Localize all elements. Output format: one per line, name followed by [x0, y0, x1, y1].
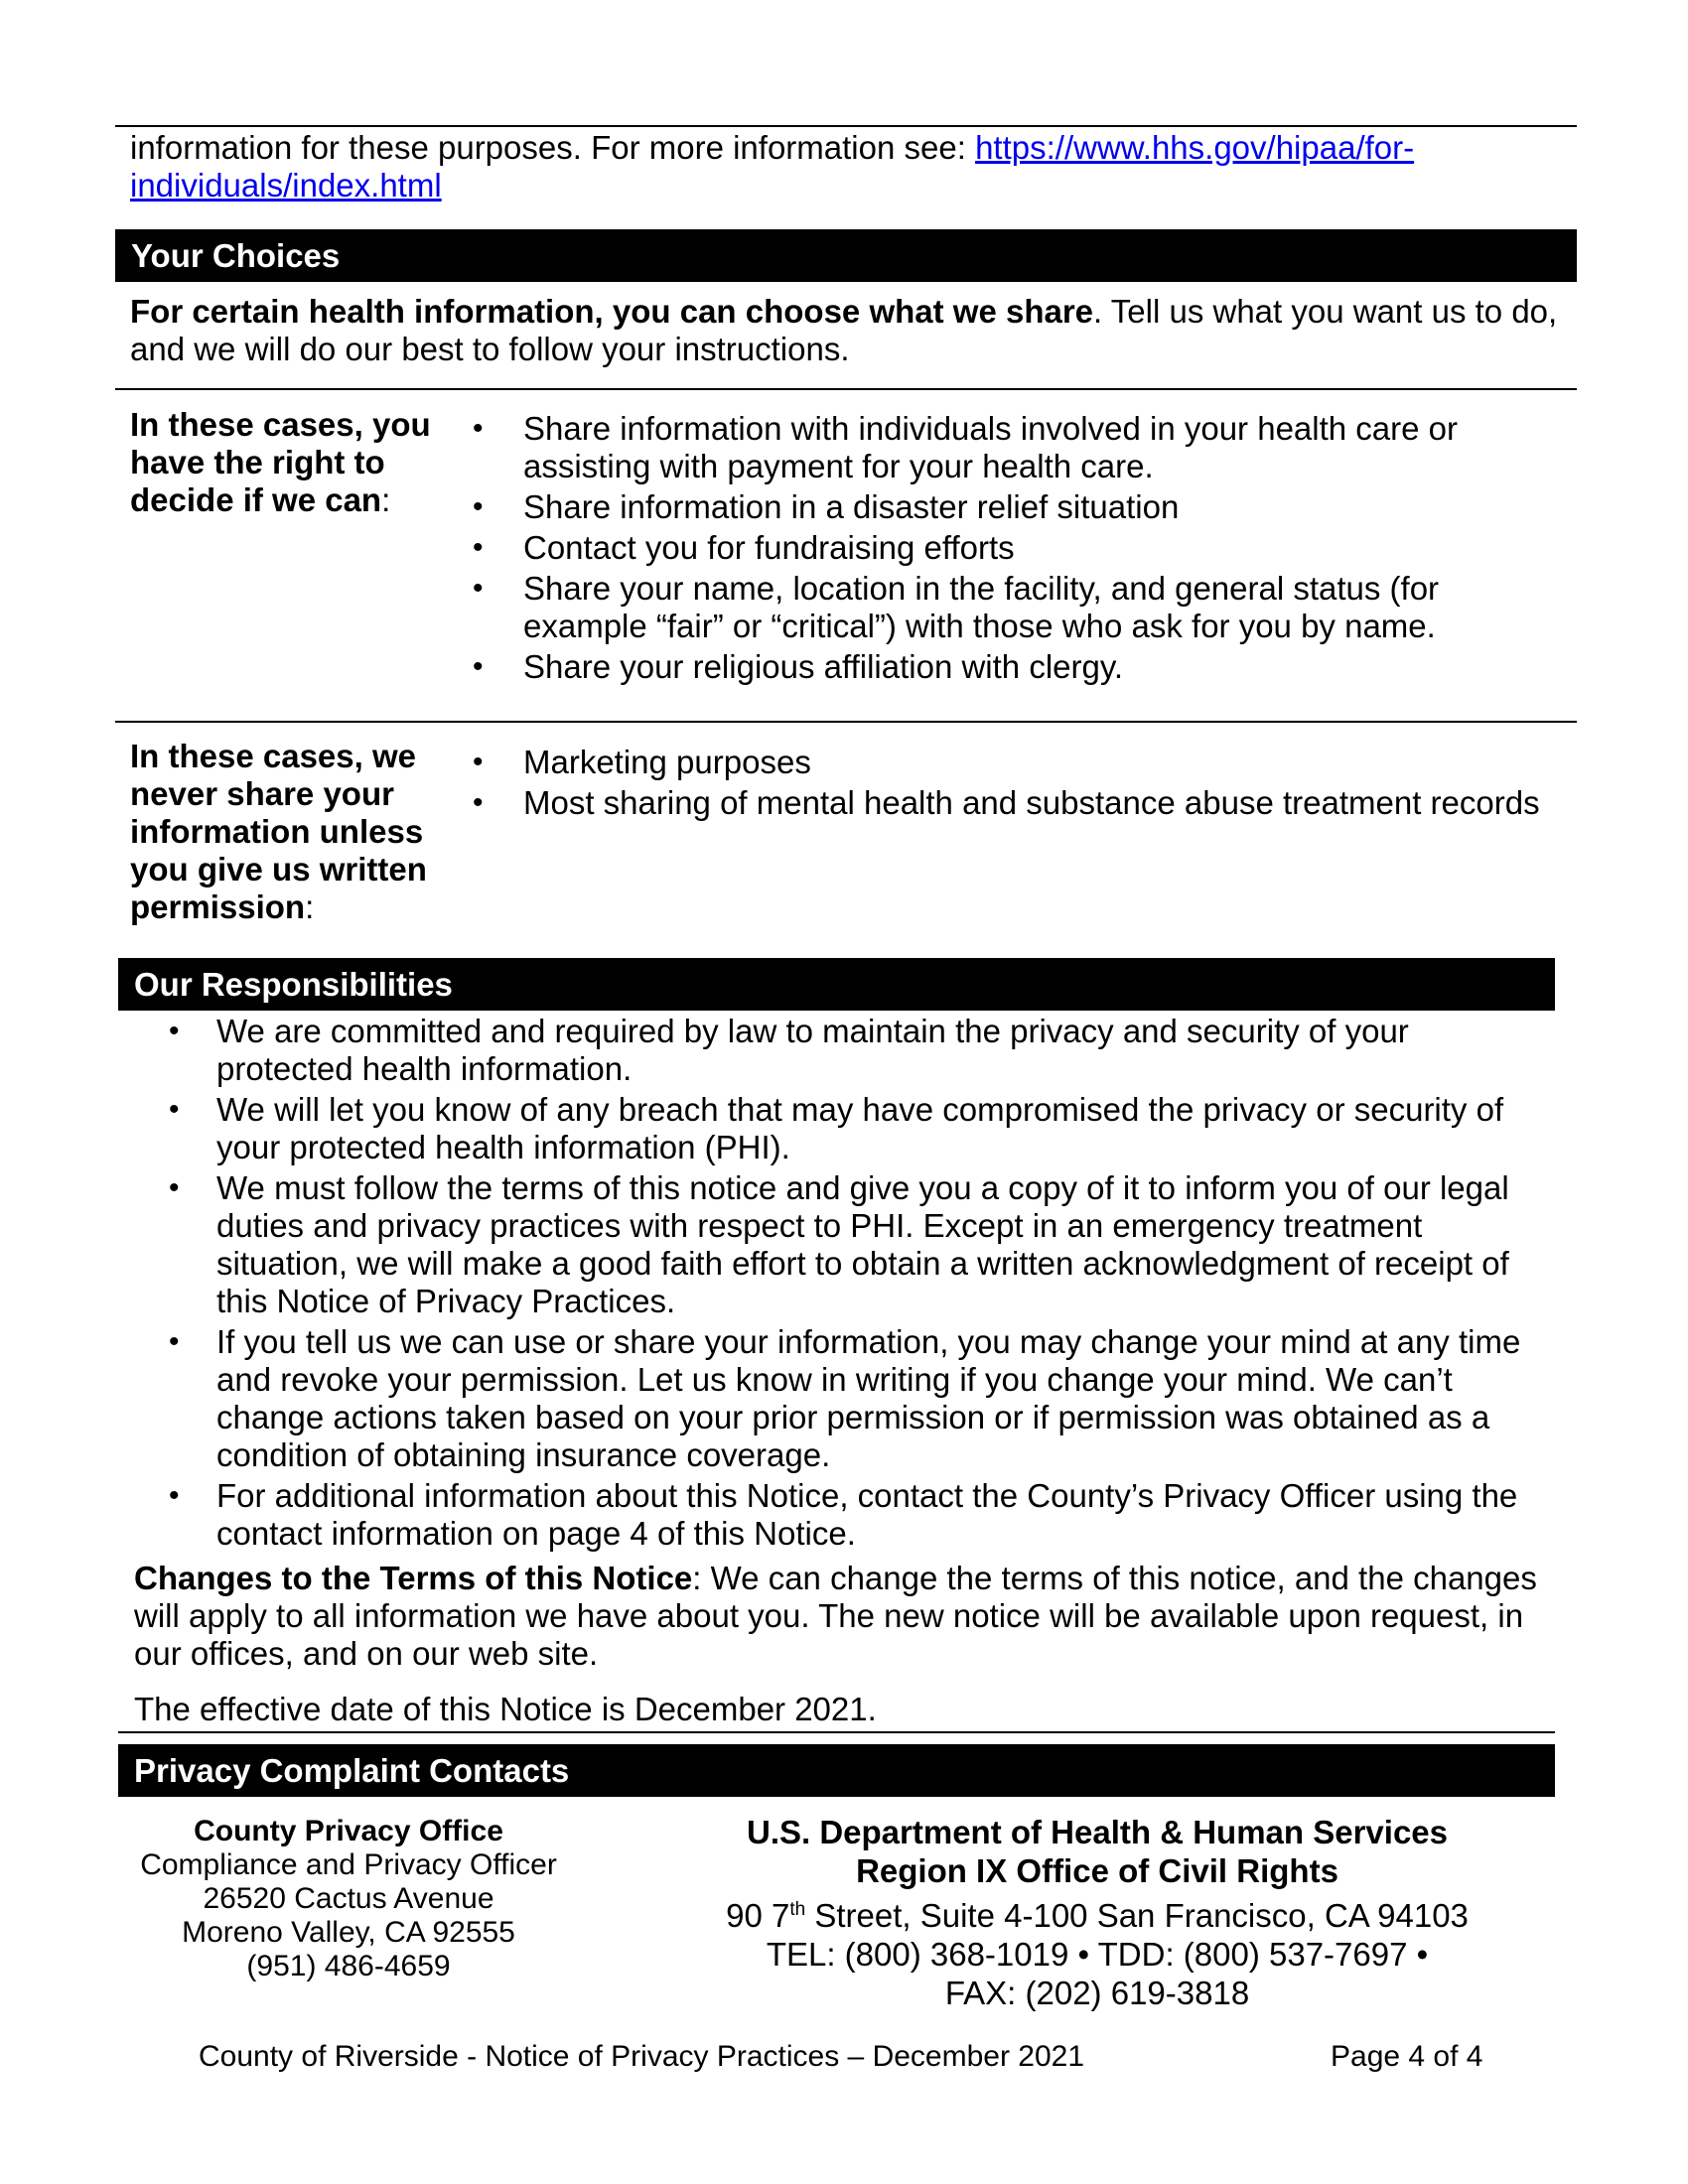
- choices-divider: [115, 388, 1577, 390]
- county-street: 26520 Cactus Avenue: [203, 1882, 494, 1915]
- case1-list-item: • Share your name, location in the facility, and general status (for example “fair” or “critical”) with those who ask for you by name.: [473, 570, 1565, 645]
- case1-list-item: • Share your religious affiliation with clergy.: [473, 648, 1565, 686]
- hhs-street: [685, 1890, 1509, 1935]
- case2-list: [473, 744, 1565, 825]
- choices-lead-paragraph: [130, 293, 1560, 368]
- intro-text: information for these purposes. For more information see:: [130, 129, 976, 166]
- responsibility-list-item: • If you tell us we can use or share your information, you may change your mind at any time and revoke your permission. Let us know in writing if you change your mind. We can’t change actions taken based on your prior permission or if permission was obtained as a condition of obtaining insurance coverage.: [169, 1323, 1549, 1474]
- case1-label: [130, 406, 458, 519]
- choices-lead-bold: For certain health information, you can choose what we share: [130, 293, 1094, 330]
- case2-label: [130, 738, 458, 926]
- hhs-street-num: 90 7: [726, 1897, 790, 1934]
- case2-list-item: • Most sharing of mental health and substance abuse treatment records: [473, 784, 1565, 822]
- county-privacy-office-block: [120, 1815, 577, 1983]
- responsibility-list-item: • We must follow the terms of this notice and give you a copy of it to inform you of our legal duties and privacy practices with respect to PHI. Except in an emergency treatment situation, we will make a good faith effort to obtain a written acknowledgment of receipt of this Notice of Privacy Practices.: [169, 1169, 1549, 1320]
- footer-page-number: Page 4 of 4: [1331, 2040, 1483, 2073]
- effective-date: The effective date of this Notice is December 2021.: [134, 1691, 877, 1727]
- case1-label-colon: :: [381, 481, 391, 518]
- case2-label-colon: :: [305, 888, 315, 925]
- footer-left: County of Riverside - Notice of Privacy Practices – December 2021: [199, 2040, 1085, 2073]
- choices-lead-rest: . Tell us what you want us to do, and we will do our best to follow your instructions.: [130, 293, 1558, 367]
- case1-list-item: • Contact you for fundraising efforts: [473, 529, 1565, 567]
- case1-list: [473, 410, 1565, 689]
- case1-list-item: • Share information in a disaster relief situation: [473, 488, 1565, 526]
- hhs-street-sup: th: [789, 1899, 806, 1920]
- hhs-ocr-block: [685, 1813, 1509, 2012]
- hhs-street-rest: Street, Suite 4-100 San Francisco, CA 94103: [805, 1897, 1469, 1934]
- county-officer-title: Compliance and Privacy Officer: [140, 1848, 557, 1881]
- intro-paragraph: [130, 129, 1560, 205]
- top-rule: [115, 125, 1577, 127]
- case1-label-text: In these cases, you have the right to decide if we can: [130, 406, 431, 518]
- contacts-top-rule: [118, 1731, 1555, 1733]
- county-phone: (951) 486-4659: [246, 1950, 451, 1982]
- case2-list-item: • Marketing purposes: [473, 744, 1565, 781]
- changes-paragraph: [134, 1560, 1564, 1673]
- hhs-office: Region IX Office of Civil Rights: [856, 1852, 1338, 1889]
- county-office-name: County Privacy Office: [194, 1815, 503, 1847]
- hhs-name: U.S. Department of Health & Human Services: [746, 1814, 1449, 1850]
- changes-rest: : We can change the terms of this notice, and the changes will apply to all information we have about you. The new notice will be available upon request, in our offices, and on our web site.: [134, 1560, 1537, 1672]
- case1-list-item: • Share information with individuals involved in your health care or assisting with payment for your health care.: [473, 410, 1565, 485]
- responsibility-list-item: • We will let you know of any breach that may have compromised the privacy or security of your protected health information (PHI).: [169, 1091, 1549, 1166]
- hhs-tel-line: TEL: (800) 368-1019 • TDD: (800) 537-7697 •: [766, 1936, 1429, 1973]
- privacy-complaint-contacts-heading: Privacy Complaint Contacts: [118, 1744, 1555, 1797]
- case-divider: [115, 721, 1577, 723]
- case2-label-text: In these cases, we never share your information unless you give us written permission: [130, 738, 427, 925]
- hhs-hipaa-link[interactable]: https://www.hhs.gov/hipaa/for-individuals/index.html: [130, 129, 1415, 204]
- our-responsibilities-heading: Our Responsibilities: [118, 958, 1555, 1011]
- responsibility-list-item: • For additional information about this Notice, contact the County’s Privacy Officer using the contact information on page 4 of this Notice.: [169, 1477, 1549, 1553]
- hhs-fax-line: FAX: (202) 619-3818: [944, 1975, 1250, 2011]
- changes-bold: Changes to the Terms of this Notice: [134, 1560, 693, 1596]
- your-choices-heading: Your Choices: [115, 229, 1577, 282]
- responsibility-list-item: • We are committed and required by law to maintain the privacy and security of your protected health information.: [169, 1013, 1549, 1088]
- responsibilities-list: [169, 1013, 1549, 1556]
- county-city: Moreno Valley, CA 92555: [182, 1916, 515, 1949]
